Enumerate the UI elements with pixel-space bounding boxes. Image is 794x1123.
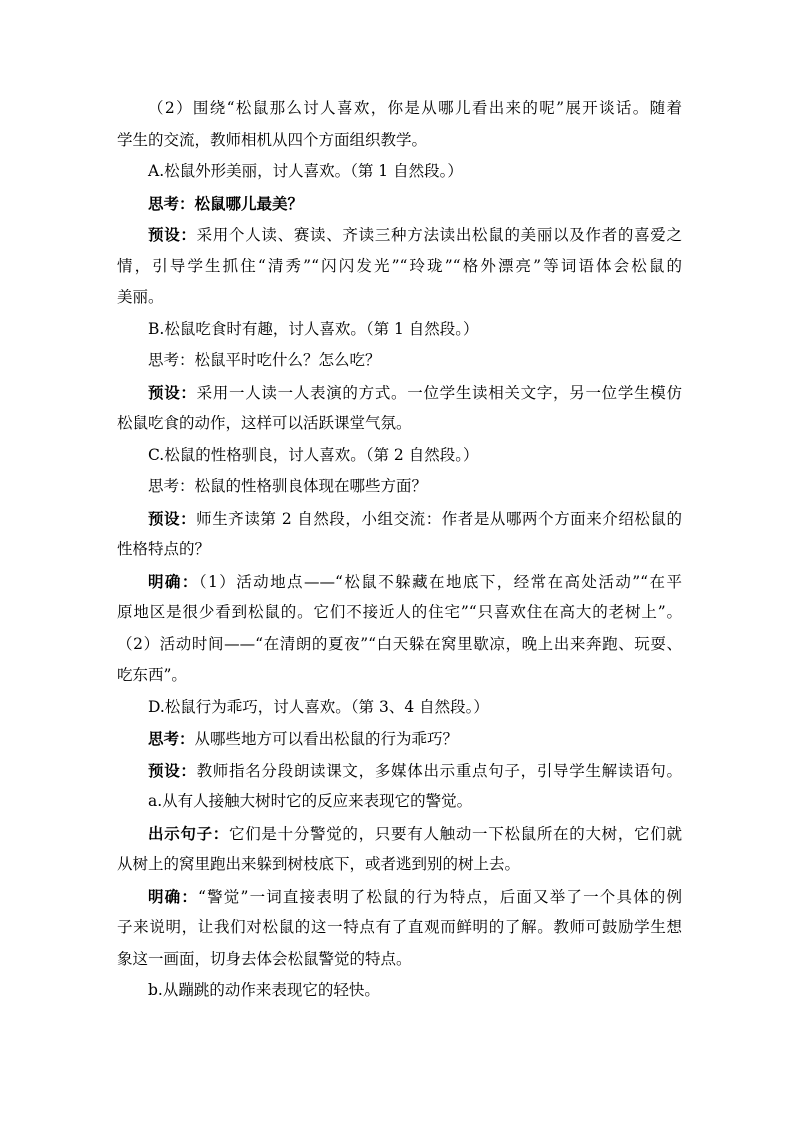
preset-label: 预设：	[148, 225, 197, 244]
paragraph-1-line-1: （2）围绕“松鼠那么讨人喜欢，你是从哪儿看出来的呢”展开谈话。随着	[148, 99, 682, 117]
section-c-heading: C.松鼠的性格驯良，讨人喜欢。（第 2 自然段。）	[148, 445, 479, 464]
clarify-d-line-2: 子来说明，让我们对松鼠的这一特点有了直观而鲜明的了解。教师可鼓励学生想	[117, 918, 682, 936]
clarify-label: 明确：	[148, 886, 199, 906]
section-b-heading: B.松鼠吃食时有趣，讨人喜欢。（第 1 自然段。）	[148, 319, 479, 338]
show-sentence-label: 出示句子：	[148, 823, 230, 843]
thinking-label: 思考：	[148, 729, 195, 748]
clarify-c-line-1: 明确：（1）活动地点——“松鼠不躲藏在地底下，经常在高处活动”“在平	[148, 571, 682, 591]
preset-a-line-1: 预设：采用个人读、赛读、齐读三种方法读出松鼠的美丽以及作者的喜爱之	[148, 225, 682, 244]
preset-b-line-2: 松鼠吃食的动作，这样可以活跃课堂气氛。	[117, 414, 412, 432]
thinking-question-a: 思考：松鼠哪儿最美？	[148, 193, 304, 213]
clarify-d-line-1: 明确：“警觉”一词直接表明了松鼠的行为特点，后面又举了一个具体的例	[148, 886, 682, 906]
thinking-question-d: 思考：从哪些地方可以看出松鼠的行为乖巧？	[148, 729, 459, 748]
show-sentence-line-1: 出示句子：它们是十分警觉的，只要有人触动一下松鼠所在的大树，它们就	[148, 823, 682, 843]
paragraph-1-line-2: 学生的交流，教师相机从四个方面组织教学。	[117, 130, 428, 149]
preset-a-line-3: 美丽。	[117, 288, 164, 306]
point-b-heading: b.从蹦跳的动作来表现它的轻快。	[148, 981, 380, 999]
preset-c-line-1: 预设：师生齐读第 2 自然段，小组交流：作者是从哪两个方面来介绍松鼠的	[148, 508, 682, 528]
section-d-heading: D.松鼠行为乖巧，讨人喜欢。（第 3、4 自然段。）	[148, 697, 489, 716]
preset-label: 预设：	[148, 760, 197, 780]
clarify-c-line-2: 原地区是很少看到松鼠的。它们不接近人的住宅”“只喜欢住在高大的老树上”。	[117, 603, 682, 621]
clarify-c-line-3: （2）活动时间——“在清朗的夏夜”“白天躲在窝里歇凉，晚上出来奔跑、玩耍、	[117, 634, 682, 653]
show-sentence-line-2: 从树上的窝里跑出来躲到树枝底下，或者逃到别的树上去。	[117, 855, 521, 873]
section-a-heading: A.松鼠外形美丽，讨人喜欢。（第 1 自然段。）	[148, 162, 463, 180]
thinking-question-c: 思考：松鼠的性格驯良体现在哪些方面？	[148, 477, 428, 495]
thinking-label: 思考：	[148, 193, 195, 213]
clarify-c-line-4: 吃东西”。	[117, 666, 187, 684]
preset-label: 预设：	[148, 508, 197, 528]
preset-a-line-2: 情，引导学生抓住“清秀”“闪闪发光”“玲珑”“格外漂亮”等词语体会松鼠的	[117, 256, 682, 275]
point-a-heading: a.从有人接触大树时它的反应来表现它的警觉。	[148, 792, 473, 810]
preset-label: 预设：	[148, 382, 197, 402]
preset-d-line-1: 预设：教师指名分段朗读课文，多媒体出示重点句子，引导学生解读语句。	[148, 760, 682, 780]
document-page	[117, 93, 682, 1007]
clarify-d-line-3: 象这一画面，切身去体会松鼠警觉的特点。	[117, 949, 412, 968]
preset-c-line-2: 性格特点的？	[117, 540, 211, 558]
thinking-question-b: 思考：松鼠平时吃什么？怎么吃？	[148, 351, 381, 369]
clarify-label: 明确：	[148, 571, 199, 591]
preset-b-line-1: 预设：采用一人读一人表演的方式。一位学生读相关文字，另一位学生模仿	[148, 382, 682, 402]
